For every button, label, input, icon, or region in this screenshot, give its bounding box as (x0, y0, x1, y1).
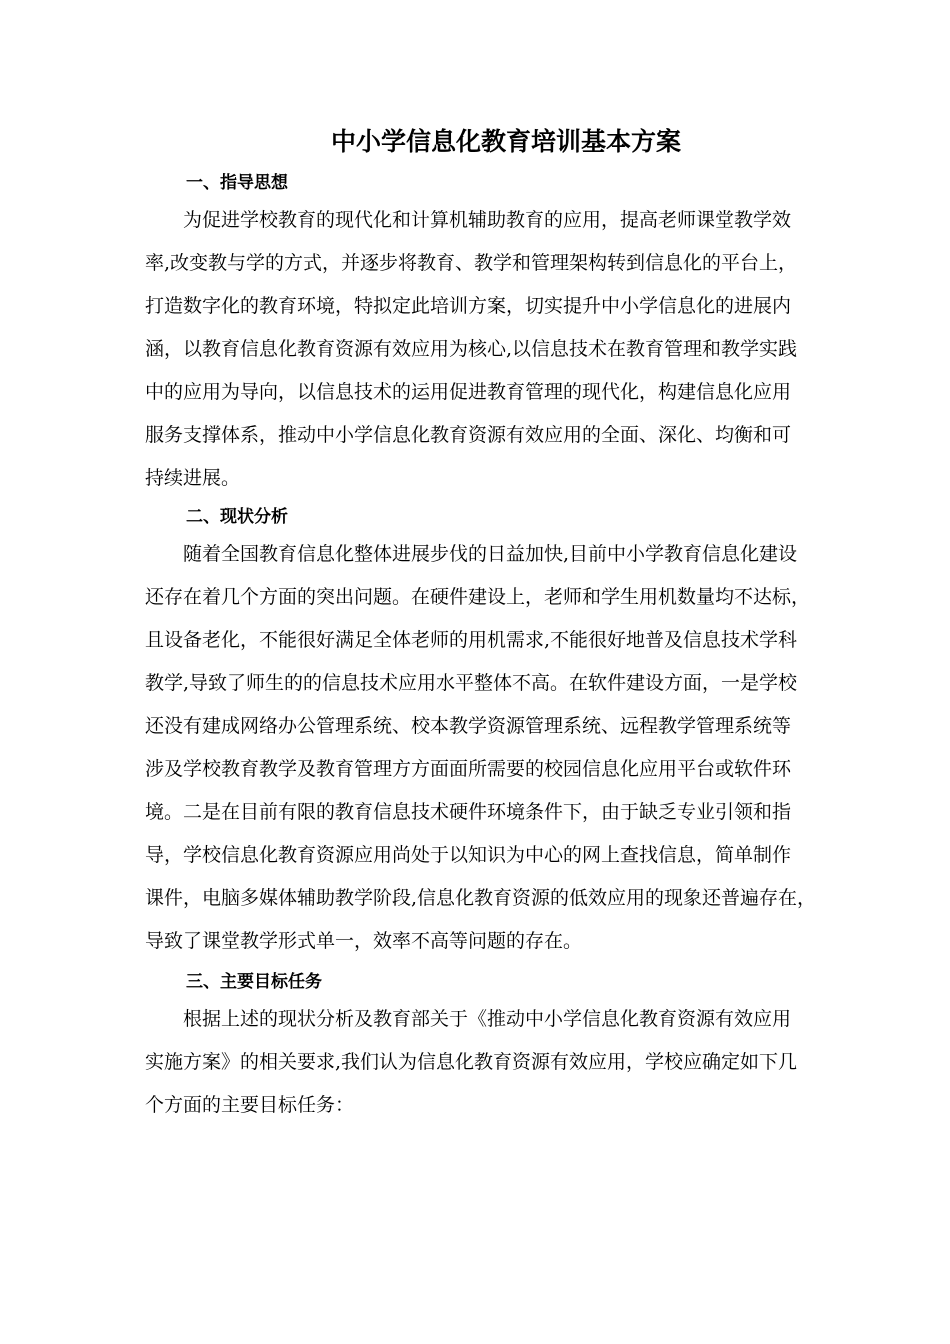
paragraph-line: 教学,导致了师生的的信息技术应用水平整体不高。在软件建设方面，一是学校 (145, 672, 798, 694)
paragraph-line: 服务支撑体系，推动中小学信息化教育资源有效应用的全面、深化、均衡和可 (145, 424, 792, 446)
paragraph-line: 导，学校信息化教育资源应用尚处于以知识为中心的网上查找信息，简单制作 (145, 844, 792, 866)
paragraph-line: 课件，电脑多媒体辅助教学阶段,信息化教育资源的低效应用的现象还普遍存在， (145, 887, 817, 909)
paragraph-line: 为促进学校教育的现代化和计算机辅助教育的应用，提高老师课堂教学效 (183, 209, 792, 231)
paragraph-line: 还没有建成网络办公管理系统、校本教学资源管理系统、远程教学管理系统等 (145, 715, 792, 737)
section-heading-guiding-ideology: 一、指导思想 (186, 173, 288, 193)
paragraph-line: 个方面的主要目标任务： (145, 1094, 355, 1116)
paragraph-line: 持续进展。 (145, 467, 241, 489)
paragraph-line: 中的应用为导向，以信息技术的运用促进教育管理的现代化，构建信息化应用 (145, 381, 792, 403)
document-title: 中小学信息化教育培训基本方案 (330, 127, 681, 156)
paragraph-line: 根据上述的现状分析及教育部关于《推动中小学信息化教育资源有效应用 (183, 1008, 792, 1030)
paragraph-line: 实施方案》的相关要求,我们认为信息化教育资源有效应用，学校应确定如下几 (145, 1051, 798, 1073)
section-heading-status-analysis: 二、现状分析 (186, 507, 288, 527)
paragraph-line: 随着全国教育信息化整体进展步伐的日益加快,目前中小学教育信息化建设 (183, 543, 798, 565)
paragraph-line: 还存在着几个方面的突出问题。在硬件建设上，老师和学生用机数量均不达标， (145, 586, 811, 608)
paragraph-line: 涵，以教育信息化教育资源有效应用为核心,以信息技术在教育管理和教学实践 (145, 338, 798, 360)
paragraph-line: 境。二是在目前有限的教育信息技术硬件环境条件下，由于缺乏专业引领和指 (145, 801, 792, 823)
paragraph-line: 涉及学校教育教学及教育管理方方面面所需要的校园信息化应用平台或软件环 (145, 758, 792, 780)
paragraph-line: 导致了课堂教学形式单一，效率不高等问题的存在。 (145, 930, 583, 952)
paragraph-line: 且设备老化，不能很好满足全体老师的用机需求,不能很好地普及信息技术学科 (145, 629, 798, 651)
paragraph-line: 率,改变教与学的方式，并逐步将教育、教学和管理架构转到信息化的平台上， (145, 252, 798, 274)
paragraph-line: 打造数字化的教育环境，特拟定此培训方案，切实提升中小学信息化的进展内 (145, 295, 792, 317)
section-heading-main-goals: 三、主要目标任务 (186, 972, 322, 992)
